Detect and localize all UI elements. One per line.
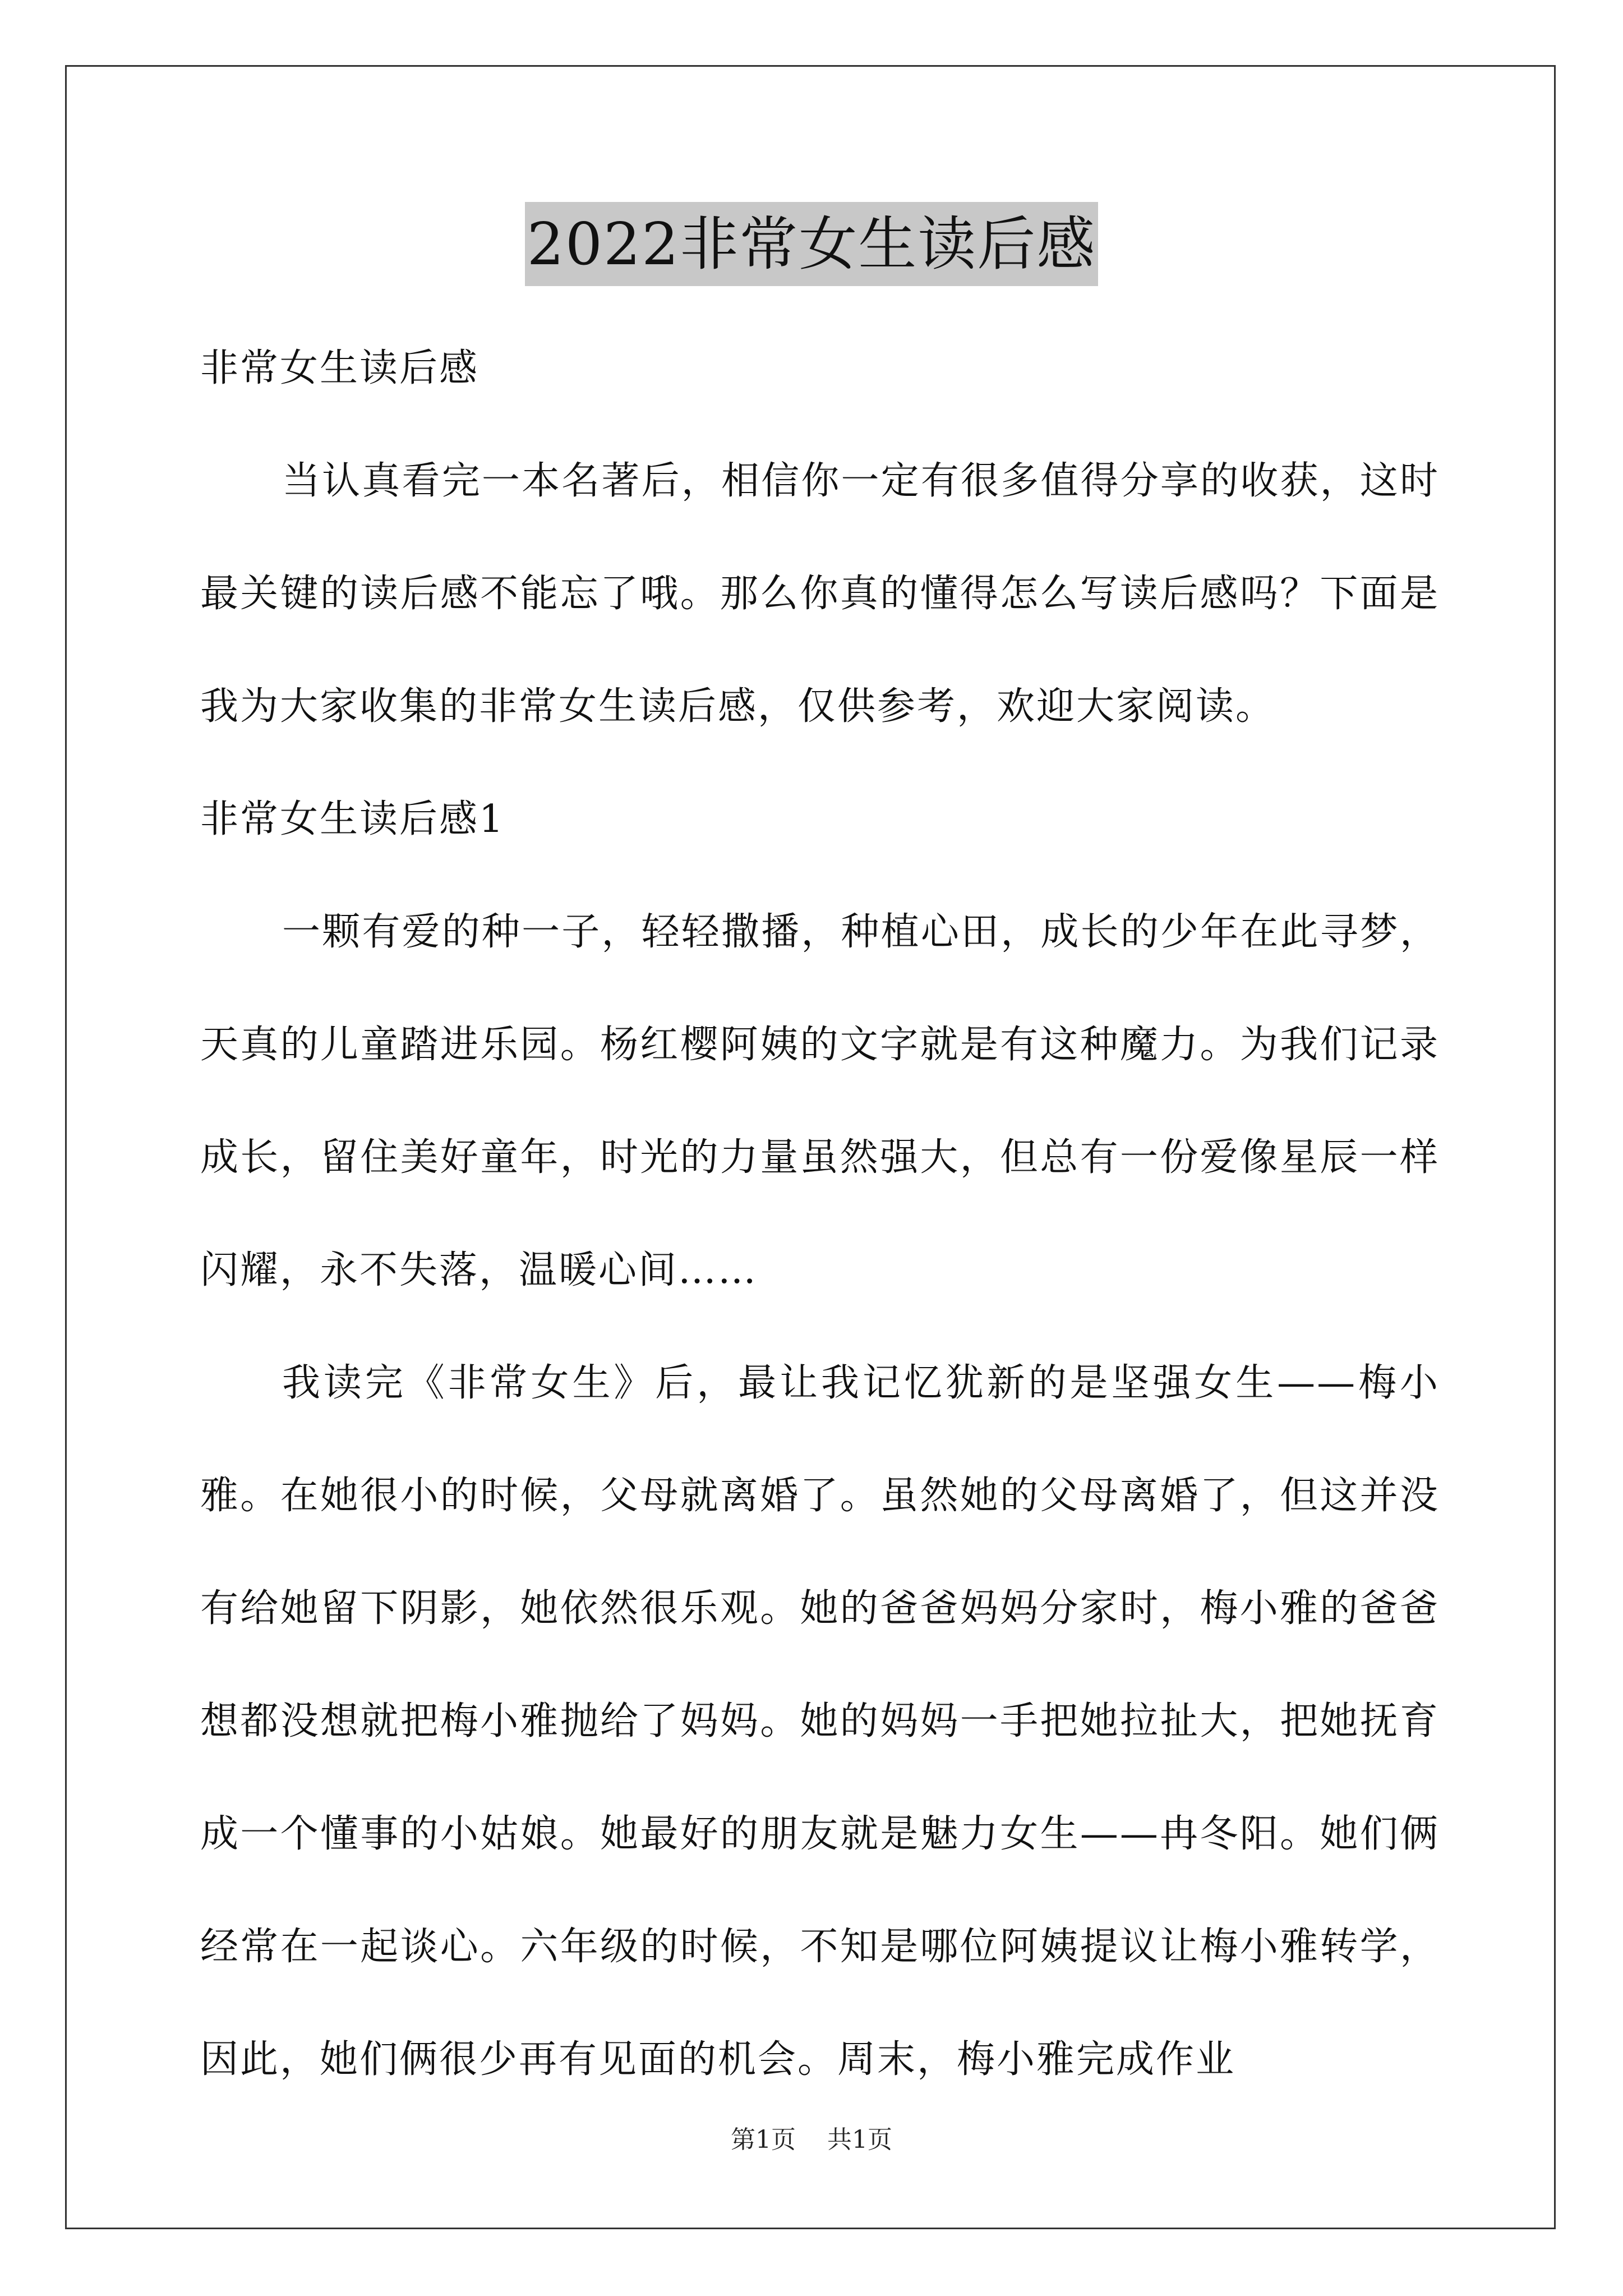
document-body: [200, 312, 1440, 2116]
page-footer: [0, 2123, 1623, 2157]
body-paragraph-1: 一颗有爱的种一子，轻轻撒播，种植心田，成长的少年在此寻梦，天真的儿童踏进乐园。杨红樱阿姨的文字就是有这种魔力。为我们记录成长，留住美好童年，时光的力量虽然强大，但总有一份爱像星辰一样闪耀，永不失落，温暖心间……: [200, 910, 1440, 1292]
body-paragraph-2: 我读完《非常女生》后，最让我记忆犹新的是坚强女生——梅小雅。在她很小的时候，父母就离婚了。虽然她的父母离婚了，但这并没有给她留下阴影，她依然很乐观。她的爸爸妈妈分家时，梅小雅的爸爸想都没想就把梅小雅抛给了妈妈。她的妈妈一手把她拉扯大，把她抚育成一个懂事的小姑娘。她最好的朋友就是魅力女生——冉冬阳。她们俩经常在一起谈心。六年级的时候，不知是哪位阿姨提议让梅小雅转学，因此，她们俩很少再有见面的机会。周末，梅小雅完成作业: [200, 1361, 1440, 2082]
page-total: 共1页: [827, 2125, 892, 2154]
section-heading-1: 非常女生读后感1: [200, 797, 505, 841]
title-container: [0, 202, 1623, 286]
section-heading: 非常女生读后感: [200, 346, 479, 390]
document-title: 2022非常女生读后感: [525, 202, 1099, 286]
page-number: 第1页: [731, 2125, 796, 2154]
intro-paragraph: 当认真看完一本名著后，相信你一定有很多值得分享的收获，这时最关键的读后感不能忘了哦。那么你真的懂得怎么写读后感吗？下面是我为大家收集的非常女生读后感，仅供参考，欢迎大家阅读。: [200, 459, 1440, 729]
